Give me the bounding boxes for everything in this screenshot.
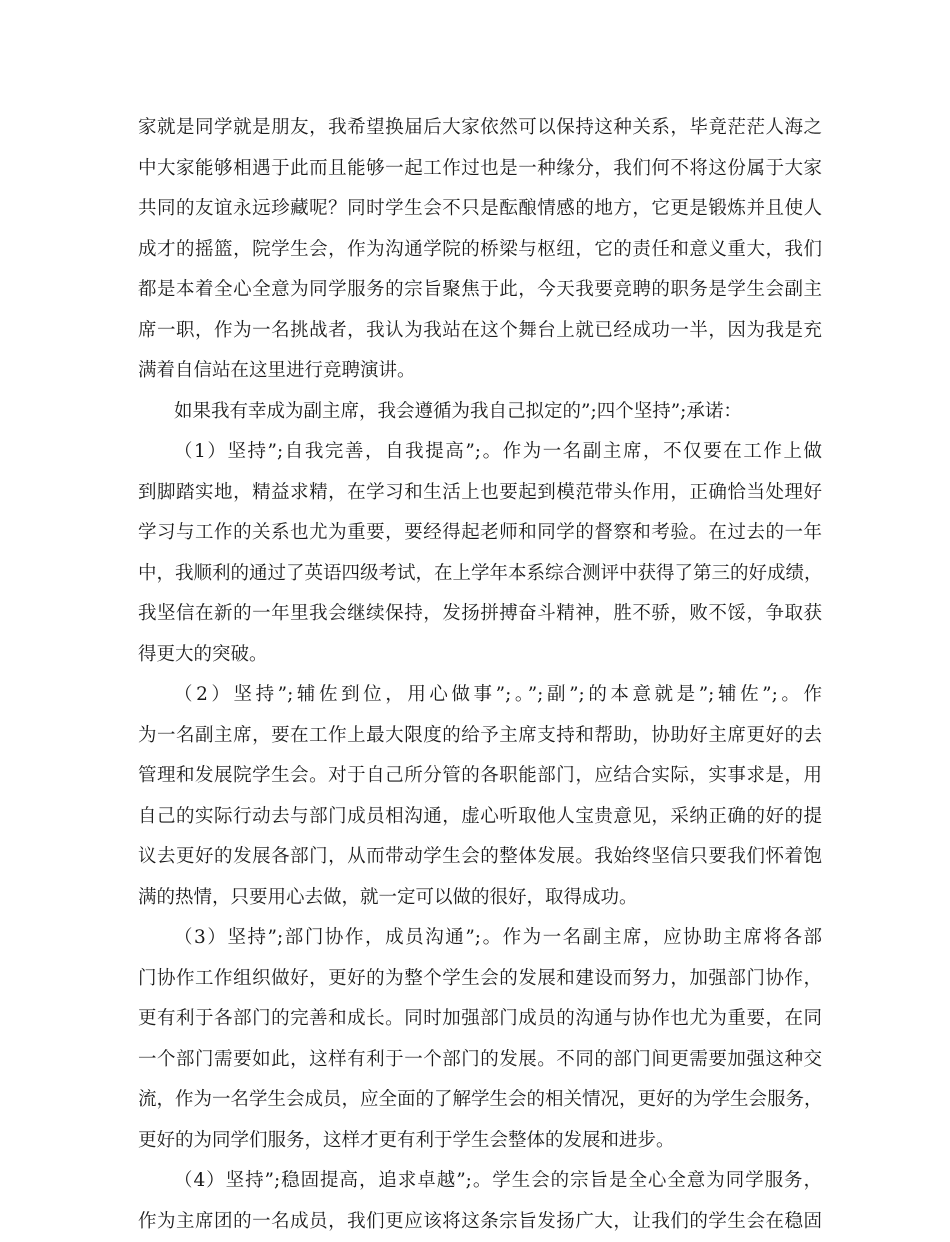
body-text [138,108,822,1242]
paragraph-start-line: （4）坚持”;稳固提高，追求卓越”;。学生会的宗旨是全心全意为同学服务， [138,1161,822,1202]
text-line: 席一职，作为一名挑战者，我认为我站在这个舞台上就已经成功一半，因为我是充 [138,311,822,352]
text-line: 自己的实际行动去与部门成员相沟通，虚心听取他人宝贵意见，采纳正确的好的提 [138,797,822,838]
text-line: 成才的摇篮，院学生会，作为沟通学院的桥梁与枢纽，它的责任和意义重大，我们 [138,230,822,271]
text-line: 到脚踏实地，精益求精，在学习和生活上也要起到模范带头作用，正确恰当处理好 [138,473,822,514]
text-line: 一个部门需要如此，这样有利于一个部门的发展。不同的部门间更需要加强这种交 [138,1040,822,1081]
text-line: 管理和发展院学生会。对于自己所分管的各职能部门，应结合实际，实事求是，用 [138,756,822,797]
text-line: 都是本着全心全意为同学服务的宗旨聚焦于此，今天我要竞聘的职务是学生会副主 [138,270,822,311]
text-line: 学习与工作的关系也尤为重要，要经得起老师和同学的督察和考验。在过去的一年 [138,513,822,554]
text-line: 我坚信在新的一年里我会继续保持，发扬拼搏奋斗精神，胜不骄，败不馁，争取获 [138,594,822,635]
paragraph-start-line: （2）坚持”;辅佐到位，用心做事”;。”;副”;的本意就是”;辅佐”;。作 [138,675,822,716]
text-line: 家就是同学就是朋友，我希望换届后大家依然可以保持这种关系，毕竟茫茫人海之 [138,108,822,149]
text-line: 得更大的突破。 [138,635,822,676]
text-line: 流，作为一名学生会成员，应全面的了解学生会的相关情况，更好的为学生会服务， [138,1080,822,1121]
paragraph-start-line: （1）坚持”;自我完善，自我提高”;。作为一名副主席，不仅要在工作上做 [138,432,822,473]
text-line: 更好的为同学们服务，这样才更有利于学生会整体的发展和进步。 [138,1121,822,1162]
text-line: 作为主席团的一名成员，我们更应该将这条宗旨发扬广大，让我们的学生会在稳固 [138,1202,822,1242]
text-line: 共同的友谊永远珍藏呢？同时学生会不只是酝酿情感的地方，它更是锻炼并且使人 [138,189,822,230]
paragraph-start-line: 如果我有幸成为副主席，我会遵循为我自己拟定的”;四个坚持”;承诺： [138,392,822,433]
text-line: 中大家能够相遇于此而且能够一起工作过也是一种缘分，我们何不将这份属于大家 [138,149,822,190]
text-line: 为一名副主席，要在工作上最大限度的给予主席支持和帮助，协助好主席更好的去 [138,716,822,757]
text-line: 门协作工作组织做好，更好的为整个学生会的发展和建设而努力，加强部门协作， [138,959,822,1000]
text-line: 满的热情，只要用心去做，就一定可以做的很好，取得成功。 [138,878,822,919]
text-line: 议去更好的发展各部门，从而带动学生会的整体发展。我始终坚信只要我们怀着饱 [138,837,822,878]
text-line: 满着自信站在这里进行竞聘演讲。 [138,351,822,392]
text-line: 更有利于各部门的完善和成长。同时加强部门成员的沟通与协作也尤为重要，在同 [138,999,822,1040]
text-line: 中，我顺利的通过了英语四级考试，在上学年本系综合测评中获得了第三的好成绩， [138,554,822,595]
paragraph-start-line: （3）坚持”;部门协作，成员沟通”;。作为一名副主席，应协助主席将各部 [138,918,822,959]
